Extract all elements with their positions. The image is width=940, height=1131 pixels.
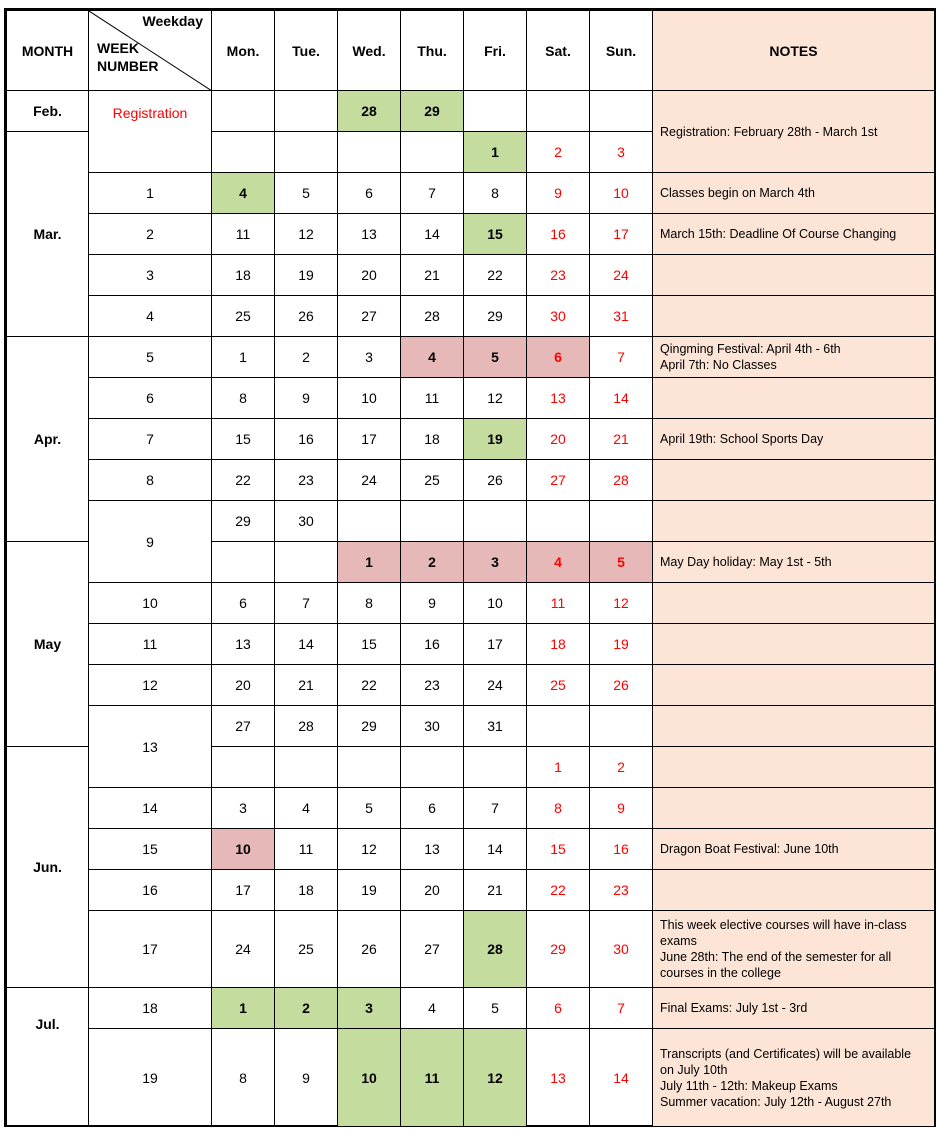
day-cell: 26 bbox=[464, 460, 527, 501]
day-cell: 9 bbox=[275, 378, 338, 419]
day-cell bbox=[401, 747, 464, 788]
day-cell-weekend: 14 bbox=[590, 378, 653, 419]
week-number: 12 bbox=[89, 665, 212, 706]
day-cell bbox=[338, 501, 401, 542]
table-row bbox=[7, 419, 935, 460]
day-cell: 8 bbox=[212, 1029, 275, 1127]
header-fri: Fri. bbox=[464, 11, 527, 91]
day-cell-holiday: 4 bbox=[527, 542, 590, 583]
table-row bbox=[7, 988, 935, 1029]
day-cell: 22 bbox=[338, 665, 401, 706]
day-cell: 18 bbox=[401, 419, 464, 460]
month-jul: Jul. bbox=[7, 988, 89, 1127]
note-registration: Registration: February 28th - March 1st bbox=[653, 91, 935, 173]
day-cell-weekend: 13 bbox=[527, 378, 590, 419]
note-sports-day: April 19th: School Sports Day bbox=[653, 419, 935, 460]
day-cell-highlight: 28 bbox=[338, 91, 401, 132]
note-semester-end-line: June 28th: The end of the semester for all courses in the college bbox=[660, 950, 892, 980]
table-row bbox=[7, 829, 935, 870]
day-cell: 27 bbox=[338, 296, 401, 337]
note-dragon-boat: Dragon Boat Festival: June 10th bbox=[653, 829, 935, 870]
day-cell: 20 bbox=[401, 870, 464, 911]
day-cell: 11 bbox=[401, 378, 464, 419]
table-row bbox=[7, 337, 935, 378]
week-number: 13 bbox=[89, 706, 212, 788]
table-row bbox=[7, 214, 935, 255]
table-row bbox=[7, 91, 935, 132]
day-cell bbox=[212, 542, 275, 583]
note-qingming-line: Qingming Festival: April 4th - 6th bbox=[660, 342, 841, 356]
day-cell: 22 bbox=[212, 460, 275, 501]
day-cell-highlight: 11 bbox=[401, 1029, 464, 1127]
note-course-change: March 15th: Deadline Of Course Changing bbox=[653, 214, 935, 255]
day-cell-weekend: 31 bbox=[590, 296, 653, 337]
week-number: 1 bbox=[89, 173, 212, 214]
table-row bbox=[7, 173, 935, 214]
day-cell: 21 bbox=[401, 255, 464, 296]
day-cell-weekend: 24 bbox=[590, 255, 653, 296]
week-number: 4 bbox=[89, 296, 212, 337]
day-cell-highlight: 19 bbox=[464, 419, 527, 460]
calendar-table bbox=[6, 10, 935, 1127]
note-may-day: May Day holiday: May 1st - 5th bbox=[653, 542, 935, 583]
table-row bbox=[7, 255, 935, 296]
day-cell-holiday: 3 bbox=[464, 542, 527, 583]
table-row bbox=[7, 583, 935, 624]
day-cell-holiday: 5 bbox=[464, 337, 527, 378]
day-cell-highlight: 28 bbox=[464, 911, 527, 988]
day-cell: 12 bbox=[275, 214, 338, 255]
day-cell: 12 bbox=[338, 829, 401, 870]
day-cell bbox=[527, 91, 590, 132]
week-number: 7 bbox=[89, 419, 212, 460]
month-may: May bbox=[7, 542, 89, 747]
day-cell: 19 bbox=[275, 255, 338, 296]
day-cell: 29 bbox=[338, 706, 401, 747]
day-cell: 29 bbox=[212, 501, 275, 542]
day-cell-weekend: 8 bbox=[527, 788, 590, 829]
day-cell-weekend: 9 bbox=[527, 173, 590, 214]
table-row bbox=[7, 296, 935, 337]
day-cell: 13 bbox=[212, 624, 275, 665]
day-cell: 4 bbox=[275, 788, 338, 829]
day-cell-weekend: 21 bbox=[590, 419, 653, 460]
day-cell: 10 bbox=[464, 583, 527, 624]
day-cell-weekend: 17 bbox=[590, 214, 653, 255]
header-weekday: Weekday bbox=[142, 13, 203, 29]
day-cell-weekend: 13 bbox=[527, 1029, 590, 1127]
header-weekday-week bbox=[89, 11, 212, 91]
month-feb: Feb. bbox=[7, 91, 89, 132]
registration-label: Registration bbox=[89, 91, 212, 173]
day-cell bbox=[212, 91, 275, 132]
table-row bbox=[7, 665, 935, 706]
day-cell: 9 bbox=[275, 1029, 338, 1127]
day-cell: 12 bbox=[464, 378, 527, 419]
note-empty bbox=[653, 378, 935, 419]
day-cell: 24 bbox=[212, 911, 275, 988]
day-cell: 1 bbox=[212, 337, 275, 378]
note-empty bbox=[653, 747, 935, 788]
day-cell: 25 bbox=[212, 296, 275, 337]
day-cell: 25 bbox=[275, 911, 338, 988]
day-cell-weekend: 2 bbox=[527, 132, 590, 173]
day-cell-weekend: 6 bbox=[527, 988, 590, 1029]
note-elective-line: This week elective courses will have in-class exams bbox=[660, 918, 907, 948]
day-cell: 18 bbox=[212, 255, 275, 296]
day-cell: 23 bbox=[275, 460, 338, 501]
day-cell-weekend: 18 bbox=[527, 624, 590, 665]
header-sat: Sat. bbox=[527, 11, 590, 91]
week-number: 2 bbox=[89, 214, 212, 255]
semester-calendar bbox=[4, 8, 936, 1127]
header-wed: Wed. bbox=[338, 11, 401, 91]
day-cell bbox=[464, 501, 527, 542]
day-cell bbox=[464, 747, 527, 788]
header-month: MONTH bbox=[7, 11, 89, 91]
week-number: 9 bbox=[89, 501, 212, 583]
table-row bbox=[7, 911, 935, 988]
day-cell-weekend: 10 bbox=[590, 173, 653, 214]
day-cell: 29 bbox=[464, 296, 527, 337]
day-cell-weekend: 12 bbox=[590, 583, 653, 624]
day-cell-weekend: 25 bbox=[527, 665, 590, 706]
week-number: 5 bbox=[89, 337, 212, 378]
day-cell-highlight: 10 bbox=[338, 1029, 401, 1127]
day-cell-weekend: 1 bbox=[527, 747, 590, 788]
day-cell-holiday: 6 bbox=[527, 337, 590, 378]
day-cell bbox=[590, 706, 653, 747]
day-cell: 13 bbox=[401, 829, 464, 870]
day-cell-weekend: 29 bbox=[527, 911, 590, 988]
day-cell-weekend: 3 bbox=[590, 132, 653, 173]
day-cell: 26 bbox=[275, 296, 338, 337]
week-number: 14 bbox=[89, 788, 212, 829]
day-cell-highlight: 29 bbox=[401, 91, 464, 132]
week-number: 10 bbox=[89, 583, 212, 624]
day-cell bbox=[275, 542, 338, 583]
header-week-line2: NUMBER bbox=[97, 58, 159, 74]
day-cell-weekend: 23 bbox=[527, 255, 590, 296]
week-number: 11 bbox=[89, 624, 212, 665]
day-cell: 6 bbox=[401, 788, 464, 829]
day-cell: 9 bbox=[401, 583, 464, 624]
day-cell bbox=[464, 91, 527, 132]
header-mon: Mon. bbox=[212, 11, 275, 91]
day-cell bbox=[401, 132, 464, 173]
day-cell: 24 bbox=[464, 665, 527, 706]
day-cell: 8 bbox=[464, 173, 527, 214]
day-cell: 21 bbox=[275, 665, 338, 706]
day-cell-highlight: 3 bbox=[338, 988, 401, 1029]
week-number: 3 bbox=[89, 255, 212, 296]
day-cell-weekend: 16 bbox=[590, 829, 653, 870]
day-cell-weekend: 2 bbox=[590, 747, 653, 788]
day-cell-holiday: 10 bbox=[212, 829, 275, 870]
note-empty bbox=[653, 583, 935, 624]
day-cell: 27 bbox=[212, 706, 275, 747]
day-cell-weekend: 14 bbox=[590, 1029, 653, 1127]
day-cell: 5 bbox=[464, 988, 527, 1029]
day-cell-highlight: 4 bbox=[212, 173, 275, 214]
day-cell bbox=[338, 132, 401, 173]
day-cell: 4 bbox=[401, 988, 464, 1029]
day-cell-highlight: 12 bbox=[464, 1029, 527, 1127]
day-cell bbox=[275, 91, 338, 132]
header-row bbox=[7, 11, 935, 91]
day-cell: 15 bbox=[212, 419, 275, 460]
table-row bbox=[7, 378, 935, 419]
day-cell bbox=[338, 747, 401, 788]
day-cell bbox=[401, 501, 464, 542]
day-cell: 11 bbox=[275, 829, 338, 870]
day-cell-weekend: 22 bbox=[527, 870, 590, 911]
day-cell: 10 bbox=[338, 378, 401, 419]
table-row bbox=[7, 1029, 935, 1127]
note-semester-end bbox=[653, 911, 935, 988]
day-cell-highlight: 1 bbox=[464, 132, 527, 173]
day-cell-holiday: 5 bbox=[590, 542, 653, 583]
note-final-exams: Final Exams: July 1st - 3rd bbox=[653, 988, 935, 1029]
day-cell-weekend: 9 bbox=[590, 788, 653, 829]
day-cell: 25 bbox=[401, 460, 464, 501]
day-cell: 14 bbox=[275, 624, 338, 665]
day-cell: 30 bbox=[275, 501, 338, 542]
day-cell: 23 bbox=[401, 665, 464, 706]
day-cell: 21 bbox=[464, 870, 527, 911]
week-number: 6 bbox=[89, 378, 212, 419]
day-cell-weekend: 23 bbox=[590, 870, 653, 911]
week-number: 17 bbox=[89, 911, 212, 988]
day-cell: 5 bbox=[275, 173, 338, 214]
day-cell bbox=[275, 132, 338, 173]
day-cell: 22 bbox=[464, 255, 527, 296]
note-qingming bbox=[653, 337, 935, 378]
week-number: 18 bbox=[89, 988, 212, 1029]
day-cell: 8 bbox=[338, 583, 401, 624]
note-transcripts-line: Transcripts (and Certificates) will be available on July 10th bbox=[660, 1046, 912, 1077]
day-cell: 6 bbox=[212, 583, 275, 624]
note-transcripts bbox=[653, 1029, 935, 1127]
note-makeup-line: July 11th - 12th: Makeup Exams bbox=[660, 1078, 838, 1093]
day-cell bbox=[590, 501, 653, 542]
header-week-line1: WEEK bbox=[97, 40, 139, 56]
day-cell: 2 bbox=[275, 337, 338, 378]
day-cell: 6 bbox=[338, 173, 401, 214]
day-cell bbox=[527, 501, 590, 542]
day-cell-weekend: 7 bbox=[590, 337, 653, 378]
day-cell bbox=[212, 747, 275, 788]
day-cell-holiday: 4 bbox=[401, 337, 464, 378]
day-cell: 20 bbox=[338, 255, 401, 296]
day-cell-weekend: 15 bbox=[527, 829, 590, 870]
table-row bbox=[7, 788, 935, 829]
day-cell-weekend: 16 bbox=[527, 214, 590, 255]
day-cell-weekend: 26 bbox=[590, 665, 653, 706]
day-cell: 28 bbox=[401, 296, 464, 337]
day-cell-highlight: 1 bbox=[212, 988, 275, 1029]
day-cell: 30 bbox=[401, 706, 464, 747]
month-mar: Mar. bbox=[7, 132, 89, 337]
day-cell: 14 bbox=[464, 829, 527, 870]
day-cell: 27 bbox=[401, 911, 464, 988]
day-cell: 8 bbox=[212, 378, 275, 419]
day-cell: 16 bbox=[401, 624, 464, 665]
day-cell-weekend: 30 bbox=[590, 911, 653, 988]
month-jun: Jun. bbox=[7, 747, 89, 988]
note-empty bbox=[653, 296, 935, 337]
week-number: 15 bbox=[89, 829, 212, 870]
note-classes-begin: Classes begin on March 4th bbox=[653, 173, 935, 214]
day-cell bbox=[275, 747, 338, 788]
day-cell: 3 bbox=[212, 788, 275, 829]
month-apr: Apr. bbox=[7, 337, 89, 542]
day-cell: 17 bbox=[464, 624, 527, 665]
day-cell: 19 bbox=[338, 870, 401, 911]
day-cell: 15 bbox=[338, 624, 401, 665]
note-empty bbox=[653, 665, 935, 706]
note-empty bbox=[653, 788, 935, 829]
day-cell: 20 bbox=[212, 665, 275, 706]
note-empty bbox=[653, 460, 935, 501]
day-cell: 31 bbox=[464, 706, 527, 747]
table-row bbox=[7, 870, 935, 911]
day-cell-weekend: 30 bbox=[527, 296, 590, 337]
header-week-number bbox=[97, 39, 158, 75]
note-empty bbox=[653, 706, 935, 747]
day-cell-holiday: 2 bbox=[401, 542, 464, 583]
day-cell: 7 bbox=[275, 583, 338, 624]
day-cell bbox=[212, 132, 275, 173]
week-number: 16 bbox=[89, 870, 212, 911]
day-cell: 17 bbox=[212, 870, 275, 911]
day-cell: 13 bbox=[338, 214, 401, 255]
table-row bbox=[7, 706, 935, 747]
note-april7-line: April 7th: No Classes bbox=[660, 358, 777, 372]
day-cell: 7 bbox=[464, 788, 527, 829]
day-cell: 24 bbox=[338, 460, 401, 501]
day-cell bbox=[590, 91, 653, 132]
day-cell-weekend: 20 bbox=[527, 419, 590, 460]
day-cell-weekend: 7 bbox=[590, 988, 653, 1029]
note-empty bbox=[653, 255, 935, 296]
day-cell: 14 bbox=[401, 214, 464, 255]
day-cell: 11 bbox=[212, 214, 275, 255]
day-cell: 28 bbox=[275, 706, 338, 747]
header-thu: Thu. bbox=[401, 11, 464, 91]
note-summer-line: Summer vacation: July 12th - August 27th bbox=[660, 1094, 892, 1109]
table-row bbox=[7, 501, 935, 542]
day-cell-highlight: 2 bbox=[275, 988, 338, 1029]
day-cell bbox=[527, 706, 590, 747]
day-cell-weekend: 27 bbox=[527, 460, 590, 501]
day-cell: 3 bbox=[338, 337, 401, 378]
day-cell-weekend: 11 bbox=[527, 583, 590, 624]
day-cell: 17 bbox=[338, 419, 401, 460]
header-sun: Sun. bbox=[590, 11, 653, 91]
week-number: 19 bbox=[89, 1029, 212, 1127]
table-row bbox=[7, 624, 935, 665]
day-cell-weekend: 19 bbox=[590, 624, 653, 665]
day-cell: 16 bbox=[275, 419, 338, 460]
note-empty bbox=[653, 624, 935, 665]
header-tue: Tue. bbox=[275, 11, 338, 91]
header-notes: NOTES bbox=[653, 11, 935, 91]
day-cell: 7 bbox=[401, 173, 464, 214]
day-cell-highlight: 15 bbox=[464, 214, 527, 255]
day-cell: 18 bbox=[275, 870, 338, 911]
day-cell: 5 bbox=[338, 788, 401, 829]
day-cell-weekend: 28 bbox=[590, 460, 653, 501]
day-cell: 26 bbox=[338, 911, 401, 988]
note-empty bbox=[653, 501, 935, 542]
note-empty bbox=[653, 870, 935, 911]
day-cell-holiday: 1 bbox=[338, 542, 401, 583]
table-row bbox=[7, 460, 935, 501]
week-number: 8 bbox=[89, 460, 212, 501]
